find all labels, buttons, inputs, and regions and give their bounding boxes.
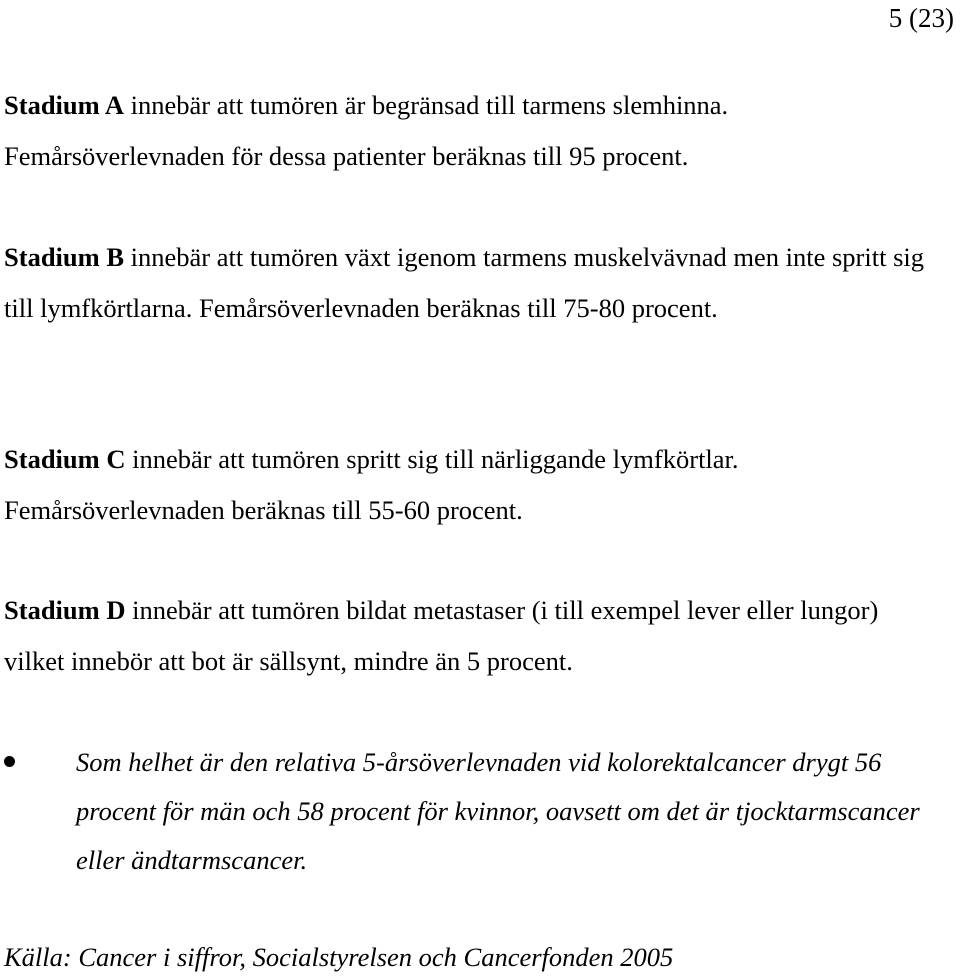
summary-bullet: [4, 738, 948, 885]
summary-bullet-text: Som helhet är den relativa 5-årsöverlevnaden vid kolorektalcancer drygt 56 procent för män och 58 procent för kvinnor, oavsett om det är tjocktarmscancer eller ändtarmscancer.: [76, 747, 920, 875]
stage-c-label: Stadium C: [4, 444, 126, 474]
stage-d-label: Stadium D: [4, 595, 126, 625]
stage-c-paragraph: [4, 434, 940, 536]
stage-d-text: innebär att tumören bildat metastaser (i till exempel lever eller lungor) vilket innebör att bot är sällsynt, mindre än 5 procent.: [4, 595, 879, 676]
stage-b-paragraph: [4, 232, 940, 334]
source-citation: Källa: Cancer i siffror, Socialstyrelsen och Cancerfonden 2005: [4, 942, 674, 972]
stage-a-text: innebär att tumören är begränsad till tarmens slemhinna. Femårsöverlevnaden för dessa patienter beräknas till 95 procent.: [4, 90, 729, 171]
page-number: 5 (23): [888, 3, 954, 33]
stage-a-label: Stadium A: [4, 90, 125, 120]
bullet-dot-icon: [4, 756, 15, 767]
stage-d-paragraph: [4, 585, 940, 687]
stage-b-label: Stadium B: [4, 242, 125, 272]
stage-b-text: innebär att tumören växt igenom tarmens muskelvävnad men inte spritt sig till lymfkörtlarna. Femårsöverlevnaden beräknas till 75-80 procent.: [4, 242, 924, 323]
stage-a-paragraph: [4, 80, 940, 182]
stage-c-text: innebär att tumören spritt sig till närliggande lymfkörtlar. Femårsöverlevnaden beräknas till 55-60 procent.: [4, 444, 739, 525]
